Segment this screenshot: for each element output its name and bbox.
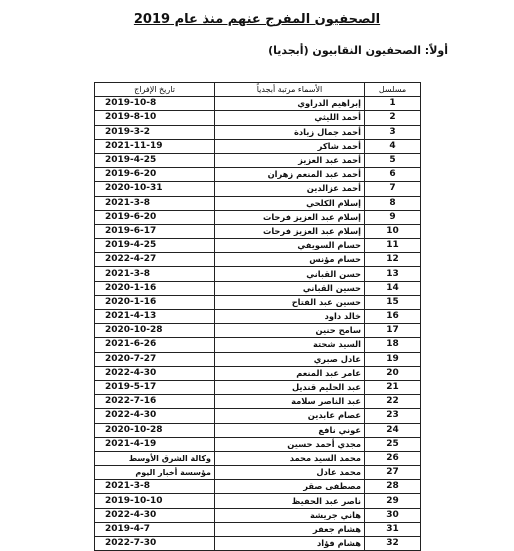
- row-name: عبد الناصر سلامة: [215, 395, 365, 409]
- table-row: [95, 281, 421, 295]
- row-release-date: 2021-11-19: [95, 139, 215, 153]
- row-serial: 24: [365, 423, 421, 437]
- released-journalists-table: [94, 82, 421, 551]
- row-name: إبراهيم الدراوي: [215, 97, 365, 111]
- row-serial: 11: [365, 239, 421, 253]
- row-serial: 21: [365, 380, 421, 394]
- row-serial: 32: [365, 537, 421, 551]
- row-release-date: 2019-8-10: [95, 111, 215, 125]
- row-name: أحمد عبد العزيز: [215, 153, 365, 167]
- row-release-date: 2019-10-10: [95, 494, 215, 508]
- table-row: [95, 324, 421, 338]
- row-name: عوني نافع: [215, 423, 365, 437]
- row-name: إسلام عبد العزيز فرحات: [215, 210, 365, 224]
- row-serial: 3: [365, 125, 421, 139]
- row-serial: 16: [365, 310, 421, 324]
- table-row: [95, 451, 421, 465]
- row-release-date: 2019-6-17: [95, 224, 215, 238]
- row-release-date: 2019-6-20: [95, 168, 215, 182]
- row-name: مجدي أحمد حسين: [215, 437, 365, 451]
- row-name: حسين القباني: [215, 281, 365, 295]
- row-release-date: 2021-3-8: [95, 480, 215, 494]
- table-row: [95, 253, 421, 267]
- table-row: [95, 153, 421, 167]
- row-name: محمد عادل: [215, 466, 365, 480]
- row-serial: 4: [365, 139, 421, 153]
- row-serial: 23: [365, 409, 421, 423]
- table-row: [95, 125, 421, 139]
- table-row: [95, 224, 421, 238]
- table-row: [95, 182, 421, 196]
- row-release-date: 2020-7-27: [95, 352, 215, 366]
- table-row: [95, 380, 421, 394]
- row-name: أحمد جمال زيادة: [215, 125, 365, 139]
- row-name: حسن القباني: [215, 267, 365, 281]
- row-serial: 27: [365, 466, 421, 480]
- table-row: [95, 139, 421, 153]
- row-name: إسلام الكلحي: [215, 196, 365, 210]
- row-serial: 8: [365, 196, 421, 210]
- table-row: [95, 522, 421, 536]
- row-release-date: 2021-4-19: [95, 437, 215, 451]
- row-release-date: 2020-10-28: [95, 324, 215, 338]
- row-name: ناصر عبد الحفيظ: [215, 494, 365, 508]
- row-serial: 31: [365, 522, 421, 536]
- table-header-row: [95, 83, 421, 97]
- row-serial: 28: [365, 480, 421, 494]
- row-serial: 9: [365, 210, 421, 224]
- table-row: [95, 395, 421, 409]
- table-row: [95, 366, 421, 380]
- row-release-date: 2019-4-7: [95, 522, 215, 536]
- row-name: خالد داود: [215, 310, 365, 324]
- row-release-date: 2022-4-30: [95, 366, 215, 380]
- row-release-date: 2019-6-20: [95, 210, 215, 224]
- row-release-date: 2022-7-16: [95, 395, 215, 409]
- row-serial: 6: [365, 168, 421, 182]
- row-serial: 30: [365, 508, 421, 522]
- table-row: [95, 310, 421, 324]
- section-subtitle: أولاً: الصحفيون النقابيون (أبجديا): [268, 44, 448, 57]
- row-release-date: 2022-4-27: [95, 253, 215, 267]
- row-release-date: 2020-10-31: [95, 182, 215, 196]
- row-name: إسلام عبد العزيز فرحات: [215, 224, 365, 238]
- table-row: [95, 196, 421, 210]
- row-serial: 20: [365, 366, 421, 380]
- table-row: [95, 338, 421, 352]
- row-name: السيد شحتة: [215, 338, 365, 352]
- row-serial: 29: [365, 494, 421, 508]
- row-serial: 12: [365, 253, 421, 267]
- row-serial: 25: [365, 437, 421, 451]
- row-name: هشام فؤاد: [215, 537, 365, 551]
- row-release-date: 2020-1-16: [95, 281, 215, 295]
- row-serial: 13: [365, 267, 421, 281]
- row-serial: 7: [365, 182, 421, 196]
- row-name: عادل صبري: [215, 352, 365, 366]
- table-row: [95, 295, 421, 309]
- row-serial: 2: [365, 111, 421, 125]
- header-serial: مسلسل: [365, 83, 421, 97]
- table-row: [95, 537, 421, 551]
- row-release-date: وكالة الشرق الأوسط: [95, 451, 215, 465]
- row-serial: 17: [365, 324, 421, 338]
- row-release-date: 2019-5-17: [95, 380, 215, 394]
- row-release-date: 2019-3-2: [95, 125, 215, 139]
- row-release-date: 2022-4-30: [95, 409, 215, 423]
- row-release-date: 2019-4-25: [95, 239, 215, 253]
- row-serial: 26: [365, 451, 421, 465]
- row-release-date: 2022-7-30: [95, 537, 215, 551]
- table-row: [95, 437, 421, 451]
- row-serial: 22: [365, 395, 421, 409]
- row-name: عبد الحليم قنديل: [215, 380, 365, 394]
- row-name: عامر عبد المنعم: [215, 366, 365, 380]
- row-serial: 18: [365, 338, 421, 352]
- row-name: هاني جريشة: [215, 508, 365, 522]
- document-title: الصحفيون المفرج عنهم منذ عام 2019: [133, 12, 381, 27]
- row-name: أحمد عبد المنعم زهران: [215, 168, 365, 182]
- row-serial: 14: [365, 281, 421, 295]
- table-row: [95, 97, 421, 111]
- row-name: عصام عابدين: [215, 409, 365, 423]
- row-release-date: 2020-10-28: [95, 423, 215, 437]
- row-release-date: 2021-3-8: [95, 196, 215, 210]
- row-release-date: 2021-4-13: [95, 310, 215, 324]
- row-release-date: 2022-4-30: [95, 508, 215, 522]
- row-release-date: 2020-1-16: [95, 295, 215, 309]
- table-row: [95, 494, 421, 508]
- row-name: أحمد الليثي: [215, 111, 365, 125]
- row-serial: 1: [365, 97, 421, 111]
- row-serial: 5: [365, 153, 421, 167]
- row-name: هشام جعفر: [215, 522, 365, 536]
- row-name: محمد السيد محمد: [215, 451, 365, 465]
- row-serial: 10: [365, 224, 421, 238]
- row-release-date: 2019-10-8: [95, 97, 215, 111]
- row-release-date: 2021-3-8: [95, 267, 215, 281]
- table-row: [95, 352, 421, 366]
- table-row: [95, 508, 421, 522]
- row-release-date: مؤسسة أخبار اليوم: [95, 466, 215, 480]
- table-row: [95, 267, 421, 281]
- table-row: [95, 210, 421, 224]
- header-name: الأسماء مرتبة أبجدياً: [215, 83, 365, 97]
- table-row: [95, 239, 421, 253]
- row-name: سامح حنين: [215, 324, 365, 338]
- row-release-date: 2019-4-25: [95, 153, 215, 167]
- table-row: [95, 480, 421, 494]
- table-row: [95, 423, 421, 437]
- row-release-date: 2021-6-26: [95, 338, 215, 352]
- row-serial: 19: [365, 352, 421, 366]
- table-row: [95, 168, 421, 182]
- row-name: حسام السويفي: [215, 239, 365, 253]
- table-row: [95, 111, 421, 125]
- row-name: مصطفى صقر: [215, 480, 365, 494]
- row-name: أحمد شاكر: [215, 139, 365, 153]
- row-name: حسام مؤنس: [215, 253, 365, 267]
- row-name: حسين عبد الفتاح: [215, 295, 365, 309]
- row-serial: 15: [365, 295, 421, 309]
- row-name: أحمد عزالدين: [215, 182, 365, 196]
- table-row: [95, 466, 421, 480]
- header-release-date: تاريخ الإفراج: [95, 83, 215, 97]
- table-row: [95, 409, 421, 423]
